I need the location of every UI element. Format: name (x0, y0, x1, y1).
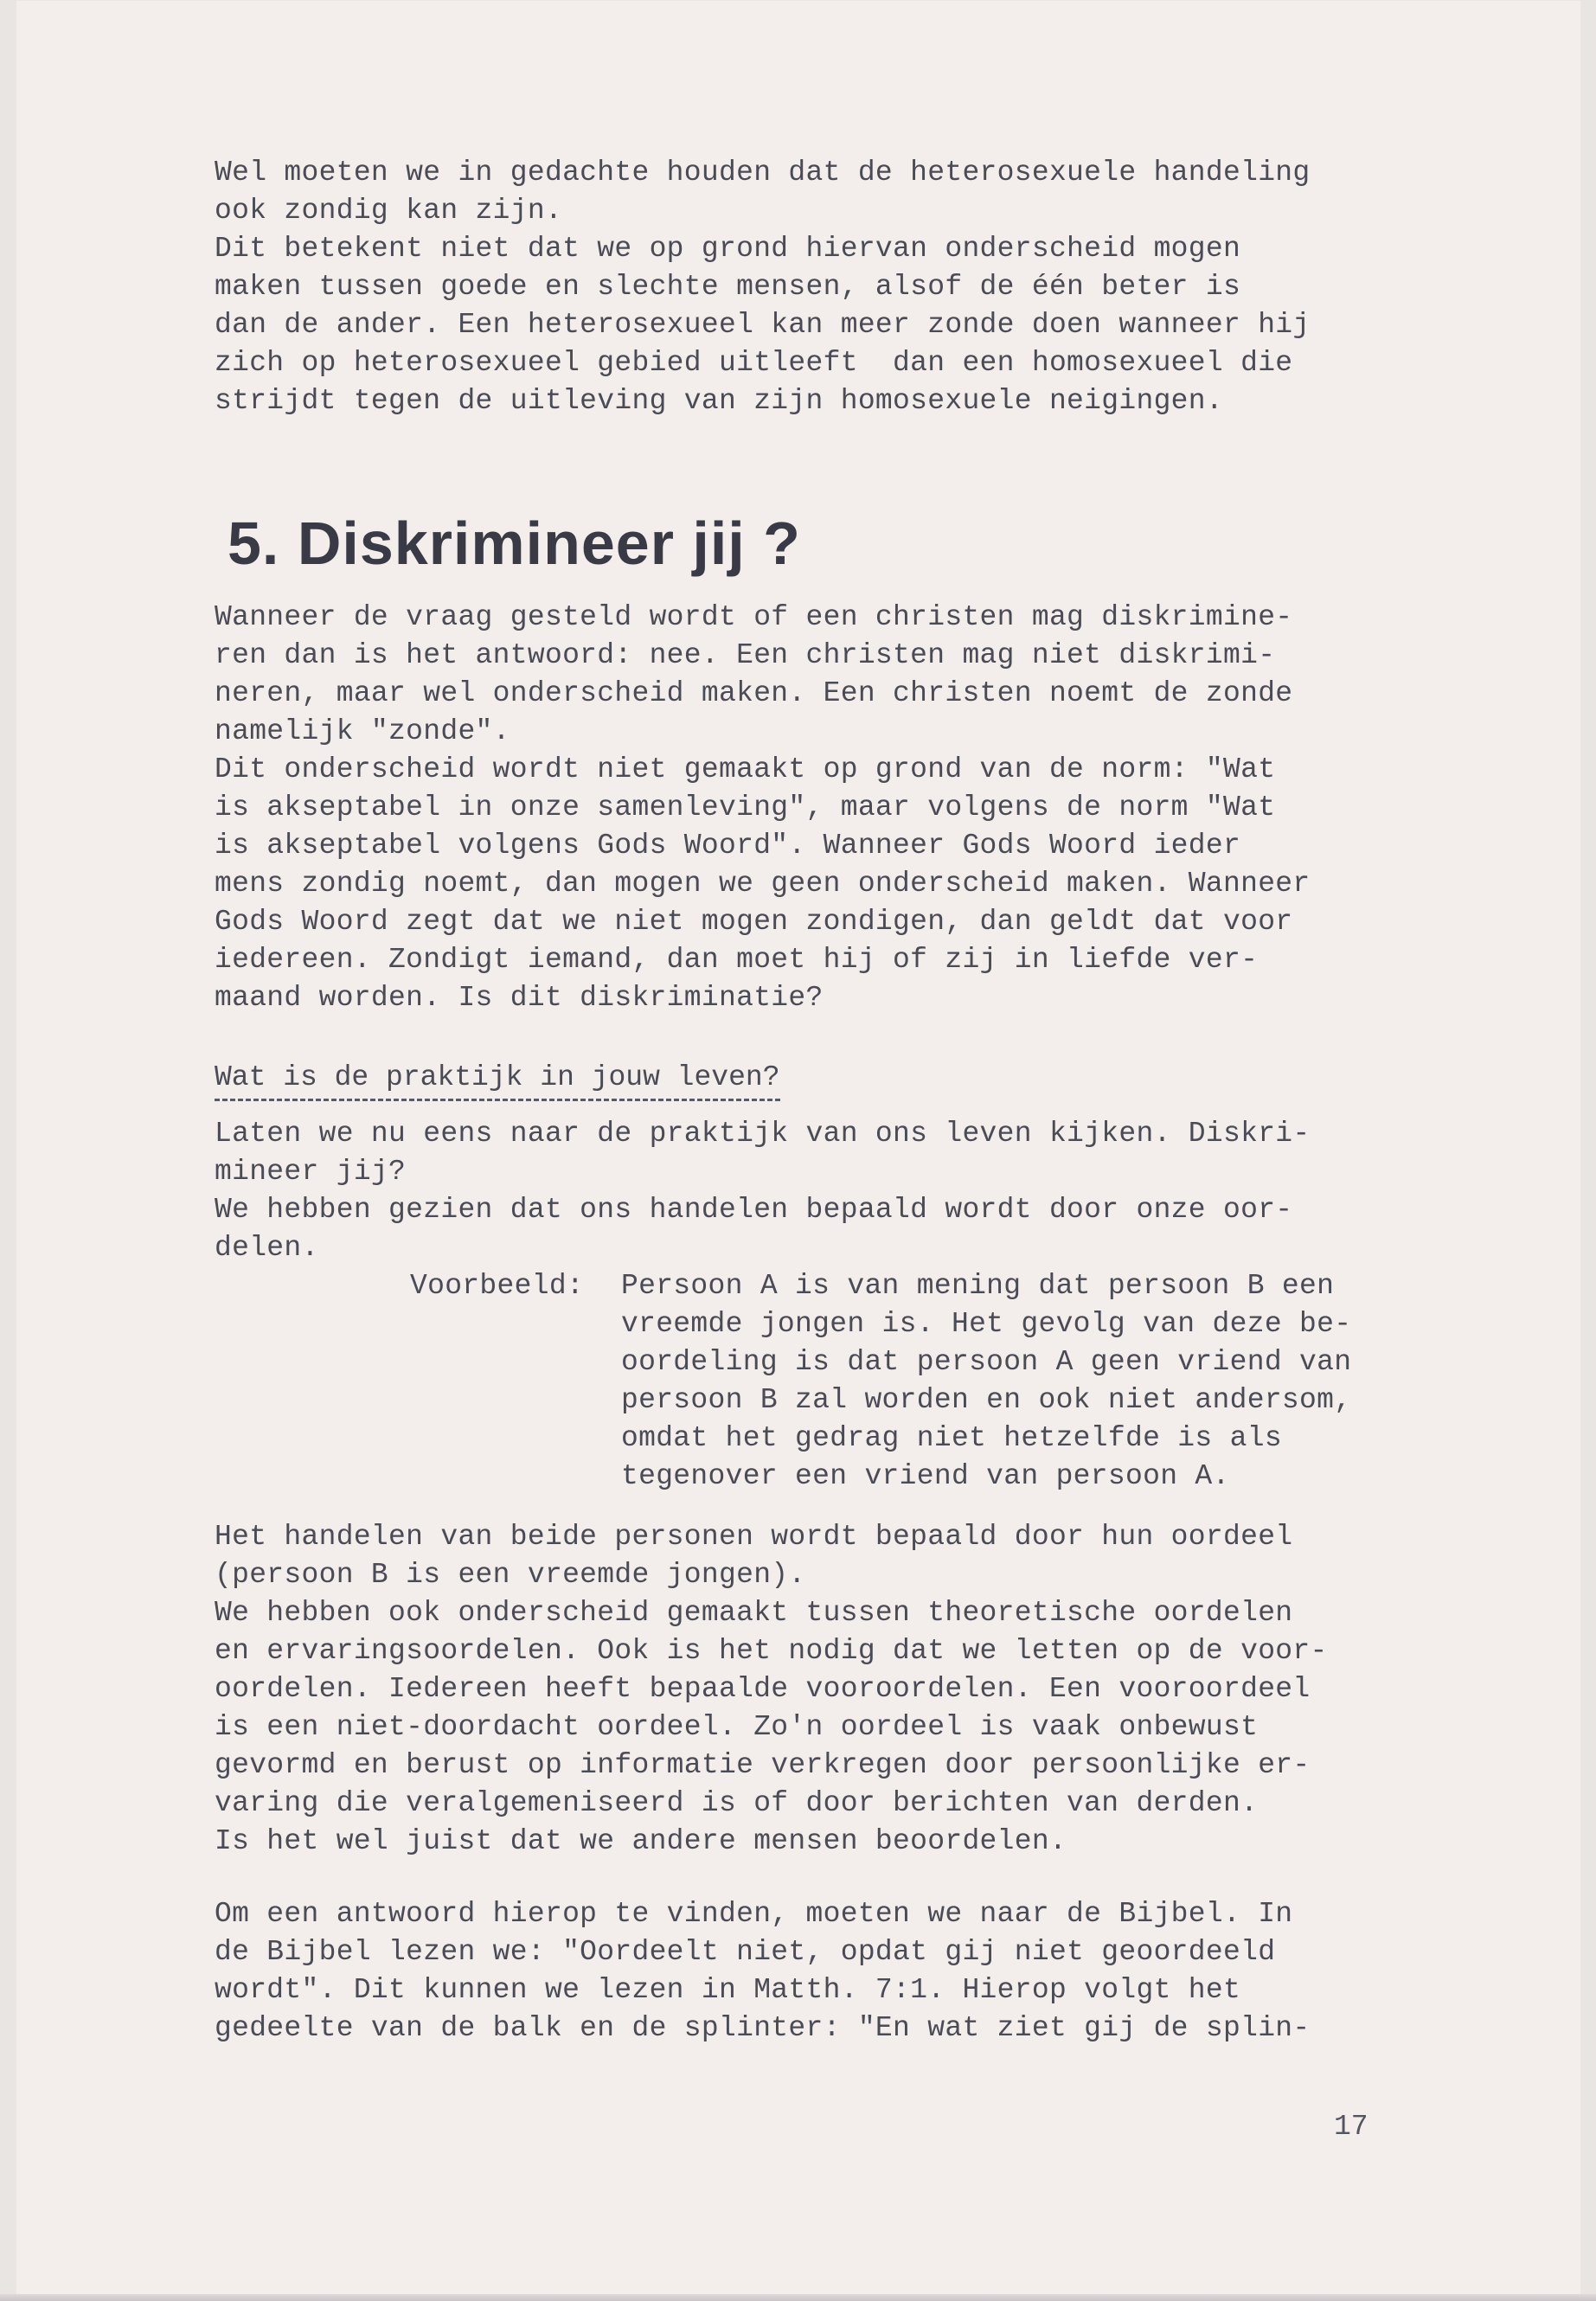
page-number: 17 (1334, 2111, 1368, 2143)
document-page (16, 0, 1581, 2301)
intro-paragraph: Wel moeten we in gedachte houden dat de heterosexuele handeling ook zondig kan zijn. Dit betekent niet dat we op grond hiervan onderscheid mogen maken tussen goede en slechte mensen, alsof de één beter is dan de ander. Een heterosexueel kan meer zonde doen wanneer hij zich op heterosexueel gebied uitleeft dan een homosexueel die strijdt tegen de uitleving van zijn homosexuele neigingen. (215, 157, 1311, 417)
section-paragraph-4: Om een antwoord hierop te vinden, moeten we naar de Bijbel. In de Bijbel lezen we: "Oordeelt niet, opdat gij niet geoordeeld wordt". Dit kunnen we lezen in Matth. 7:1. Hierop volgt het gedeelte van de balk en de splinter: "En wat ziet gij de splin- (215, 1898, 1311, 2044)
section-paragraph-3: Het handelen van beide personen wordt bepaald door hun oordeel (persoon B is een vreemde jongen). We hebben ook onderscheid gemaakt tussen theoretische oordelen en ervaringsoordelen. Ook is het nodig dat we letten op de voor- oordelen. Iedereen heeft bepaalde vooroordelen. Een vooroordeel is een niet-doordacht oordeel. Zo'n oordeel is vaak onbewust gevormd en berust op informatie verkregen door persoonlijke er- varing die veralgemeniseerd is of door berichten van derden. Is het wel juist dat we andere mensen beoordelen. (215, 1521, 1328, 1857)
section-heading: 5. Diskrimineer jij ? (228, 510, 801, 577)
subheading: Wat is de praktijk in jouw leven? (215, 1059, 780, 1101)
example-label: Voorbeeld: (410, 1270, 585, 1302)
section-paragraph-1: Wanneer de vraag gesteld wordt of een christen mag diskrimine- ren dan is het antwoord: nee. Een christen mag niet diskrimi- neren, maar wel onderscheid maken. Een christen noemt de zonde namelijk "zonde". Dit onderscheid wordt niet gemaakt op grond van de norm: "Wat is akseptabel in onze samenleving", maar volgens de norm "Wat is akseptabel volgens Gods Woord". Wanneer Gods Woord ieder mens zondig noemt, dan mogen we geen onderscheid maken. Wanneer Gods Woord zegt dat we niet mogen zondigen, dan geldt dat voor iedereen. Zondigt iemand, dan moet hij of zij in liefde ver- maand worden. Is dit diskriminatie? (215, 601, 1311, 1014)
section-paragraph-2: Laten we nu eens naar de praktijk van ons leven kijken. Diskri- mineer jij? We hebben gezien dat ons handelen bepaald wordt door onze oor- delen. (215, 1118, 1311, 1264)
example-text: Persoon A is van mening dat persoon B een vreemde jongen is. Het gevolg van deze be- oordeling is dat persoon A geen vriend van persoon B zal worden en ook niet andersom, omdat het gedrag niet hetzelfde is als tegenover een vriend van persoon A. (621, 1270, 1352, 1492)
page-bottom-edge (0, 2294, 1596, 2301)
